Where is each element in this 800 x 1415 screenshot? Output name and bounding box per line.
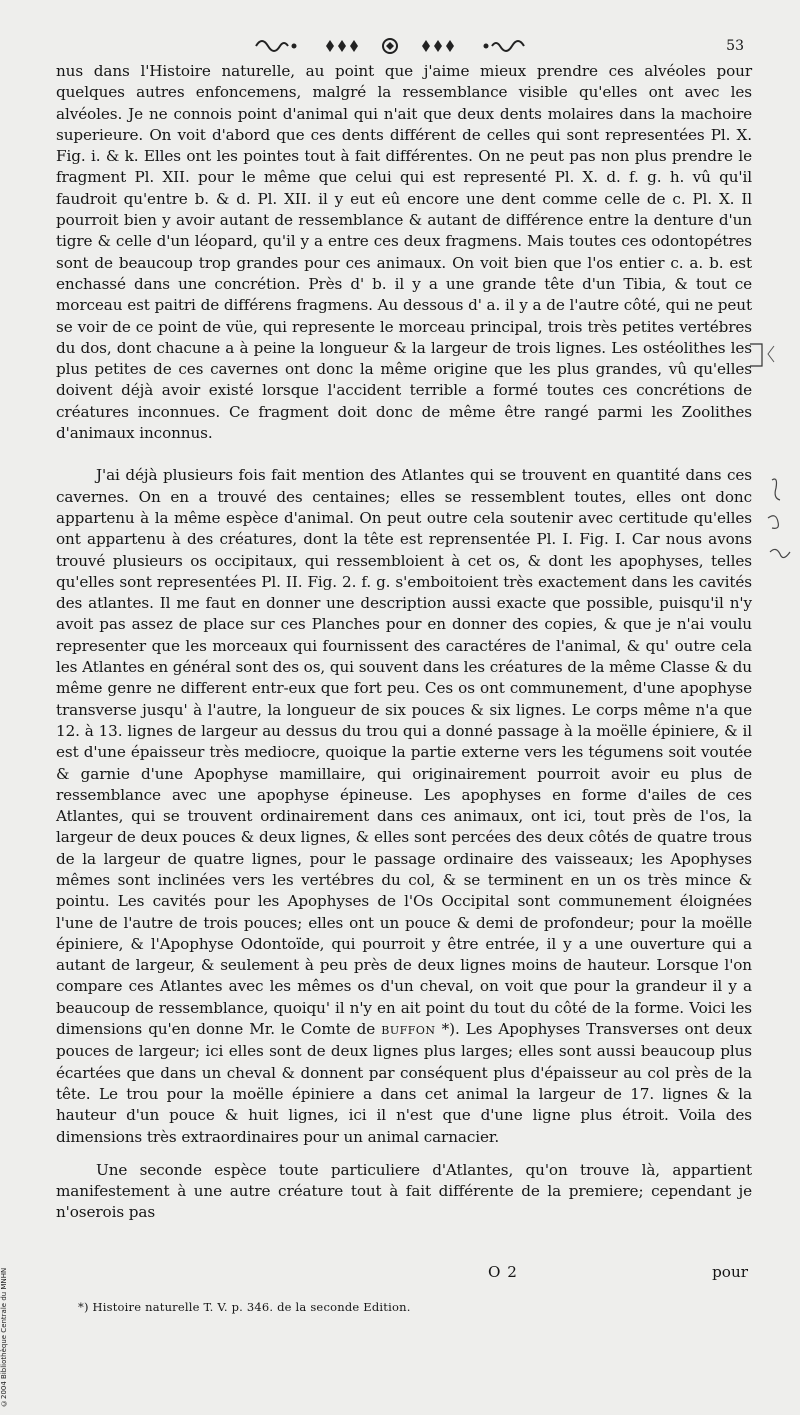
page-number: 53 [726,38,744,54]
margin-bracket-icon [748,340,788,370]
author-name: BUFFON [381,1024,436,1038]
paragraph [56,465,752,1148]
paragraph-text: *). Les Apophyses Transverses ont deux pouces de largeur; ici elles sont de deux lignes plus larges; elles sont aussi beaucoup plus écartées que dans un cheval & donnent par conséquent plus d'épaisseur au col près de la tête. Le trou pour la moëlle épiniere a dans cet animal la largeur de 17. lignes & la hauteur d'un pouce & huit lignes, ici il n'est que d'une ligne plus étroit. Voila des dimensions très extraordinaires pour un animal carnacier. [56,1020,753,1146]
library-watermark: ©2004 Bibliothèque Centrale du MNHN [0,1267,8,1408]
signature-row [56,1263,752,1285]
catchword: pour [712,1263,748,1281]
paragraph-text: J'ai déjà plusieurs fois fait mention des Atlantes qui se trouvent en quantité dans ces cavernes. On en a trouvé des centaines; elles se ressemblent toutes, elles ont donc appartenu à la même espèce d'animal. On peut outre cela soutenir avec certitude qu'elles ont appartenu à des créatures, dont la tête est reprensentée Pl. I. Fig. I. Car nous avons trouvé plusieurs os occipitaux, qui ressembloient à cet os, & dont les apophyses, telles qu'elles sont representées Pl. II. Fig. 2. f. g. s'emboitoient très exactement dans les cavités des atlantes. Il me faut en donner une description aussi exacte que possible, puisqu'il n'y avoit pas assez de place sur ces Planches pour en donner des copies, & que je n'ai voulu representer que les morceaux qui fournissent des caractéres de l'animal, & qu' outre cela les Atlantes en général sont des os, qui souvent dans les créatures de la même Classe & du même genre ne different entr-eux que fort peu. Ces os ont communement, d'une apophyse transverse jusqu' à l'autre, la longueur de six pouces & six lignes. Le corps même n'a que 12. à 13. lignes de largeur au dessus du trou qui a donné passage à la moëlle épiniere, & il est d'une épaisseur très mediocre, quoique la partie externe vers les tégumens soit voutée & garnie d'une Apophyse mamillaire, qui originairement pourroit avoir eu plus de ressemblance avec une apophyse épineuse. Les apophyses en forme d'ailes de ces Atlantes, qui se trouvent ordinairement dans ces animaux, ont ici, tout près de l'os, la largeur de deux pouces & deux lignes, & elles sont percées des deux côtés de quatre trous de la largeur de quatre lignes, pour le passage ordinaire des vaisseaux; les Apophyses mêmes sont inclinées vers les vertébres du col, & se terminent en un os très mince & pointu. Les cavités pour les Apophyses de l'Os Occipital sont communement éloignées l'une de l'autre de trois pouces; elles ont un pouce & demi de profondeur; pour la moëlle épiniere, & l'Apophyse Odontoïde, qui pourroit y être entrée, il y a une ouverture qui a autant de largeur, & seulement à peu près de deux lignes moins de hauteur. Lorsque l'on compare ces Atlantes avec les mêmes os d'un cheval, on voit que pour la grandeur il y a beaucoup de ressemblance, quoiqu' il n'y en ait point du tout du côté de la forme. Voici les dimensions qu'en donne Mr. le Comte de [56,466,752,1039]
paragraph: Une seconde espèce toute particuliere d'Atlantes, qu'on trouve là, appartient manifestement à une autre créature tout à fait différente de la premiere; cependant je n'oserois pas [56,1160,752,1222]
typographic-ornament-icon [250,34,530,56]
handwritten-margin-note-icon [762,474,798,574]
body-text [56,61,752,1224]
page-header [0,34,800,56]
signature-mark: O 2 [488,1263,518,1281]
paragraph: nus dans l'Histoire naturelle, au point que j'aime mieux prendre ces alvéoles pour quelques autres enfoncemens, malgré la ressemblance visible qu'elles ont avec les alvéoles. Je ne connois point d'animal qui n'ait que deux dents molaires dans la machoire superieure. On voit d'abord que ces dents différent de celles qui sont representées Pl. X. Fig. i. & k. Elles ont les pointes tout à fait différentes. On ne peut pas non plus prendre le fragment Pl. XII. pour le même que celui qui est representé Pl. X. d. f. g. h. vû qu'il faudroit qu'entre b. & d. Pl. XII. il y eut eû encore une dent comme celle de c. Pl. X. Il pourroit bien y avoir autant de ressemblance & autant de différence entre la denture d'un tigre & celle d'un léopard, qu'il y a entre ces deux fragmens. Mais toutes ces odontopétres sont de beaucoup trop grandes pour ces animaux. On voit bien que l'os entier c. a. b. est enchassé dans une concrétion. Près d' b. il y a une grande tête d'un Tibia, & tout ce morceau est paitri de différens fragmens. Au dessous d' a. il y a de l'autre côté, qui ne peut se voir de ce point de vüe, qui represente le morceau principal, trois très petites vertébres du dos, dont chacune a à peine la longueur & la largeur de trois lignes. Les ostéolithes les plus petites de ces cavernes ont donc la même origine que les plus grandes, vû qu'elles doivent déjà avoir existé lorsque l'accident terrible a formé toutes ces concrétions de créatures inconnues. Ce fragment doit donc de même être rangé parmi les Zoolithes d'animaux inconnus. [56,62,752,443]
footnote: *) Histoire naturelle T. V. p. 346. de la seconde Edition. [78,1300,411,1314]
